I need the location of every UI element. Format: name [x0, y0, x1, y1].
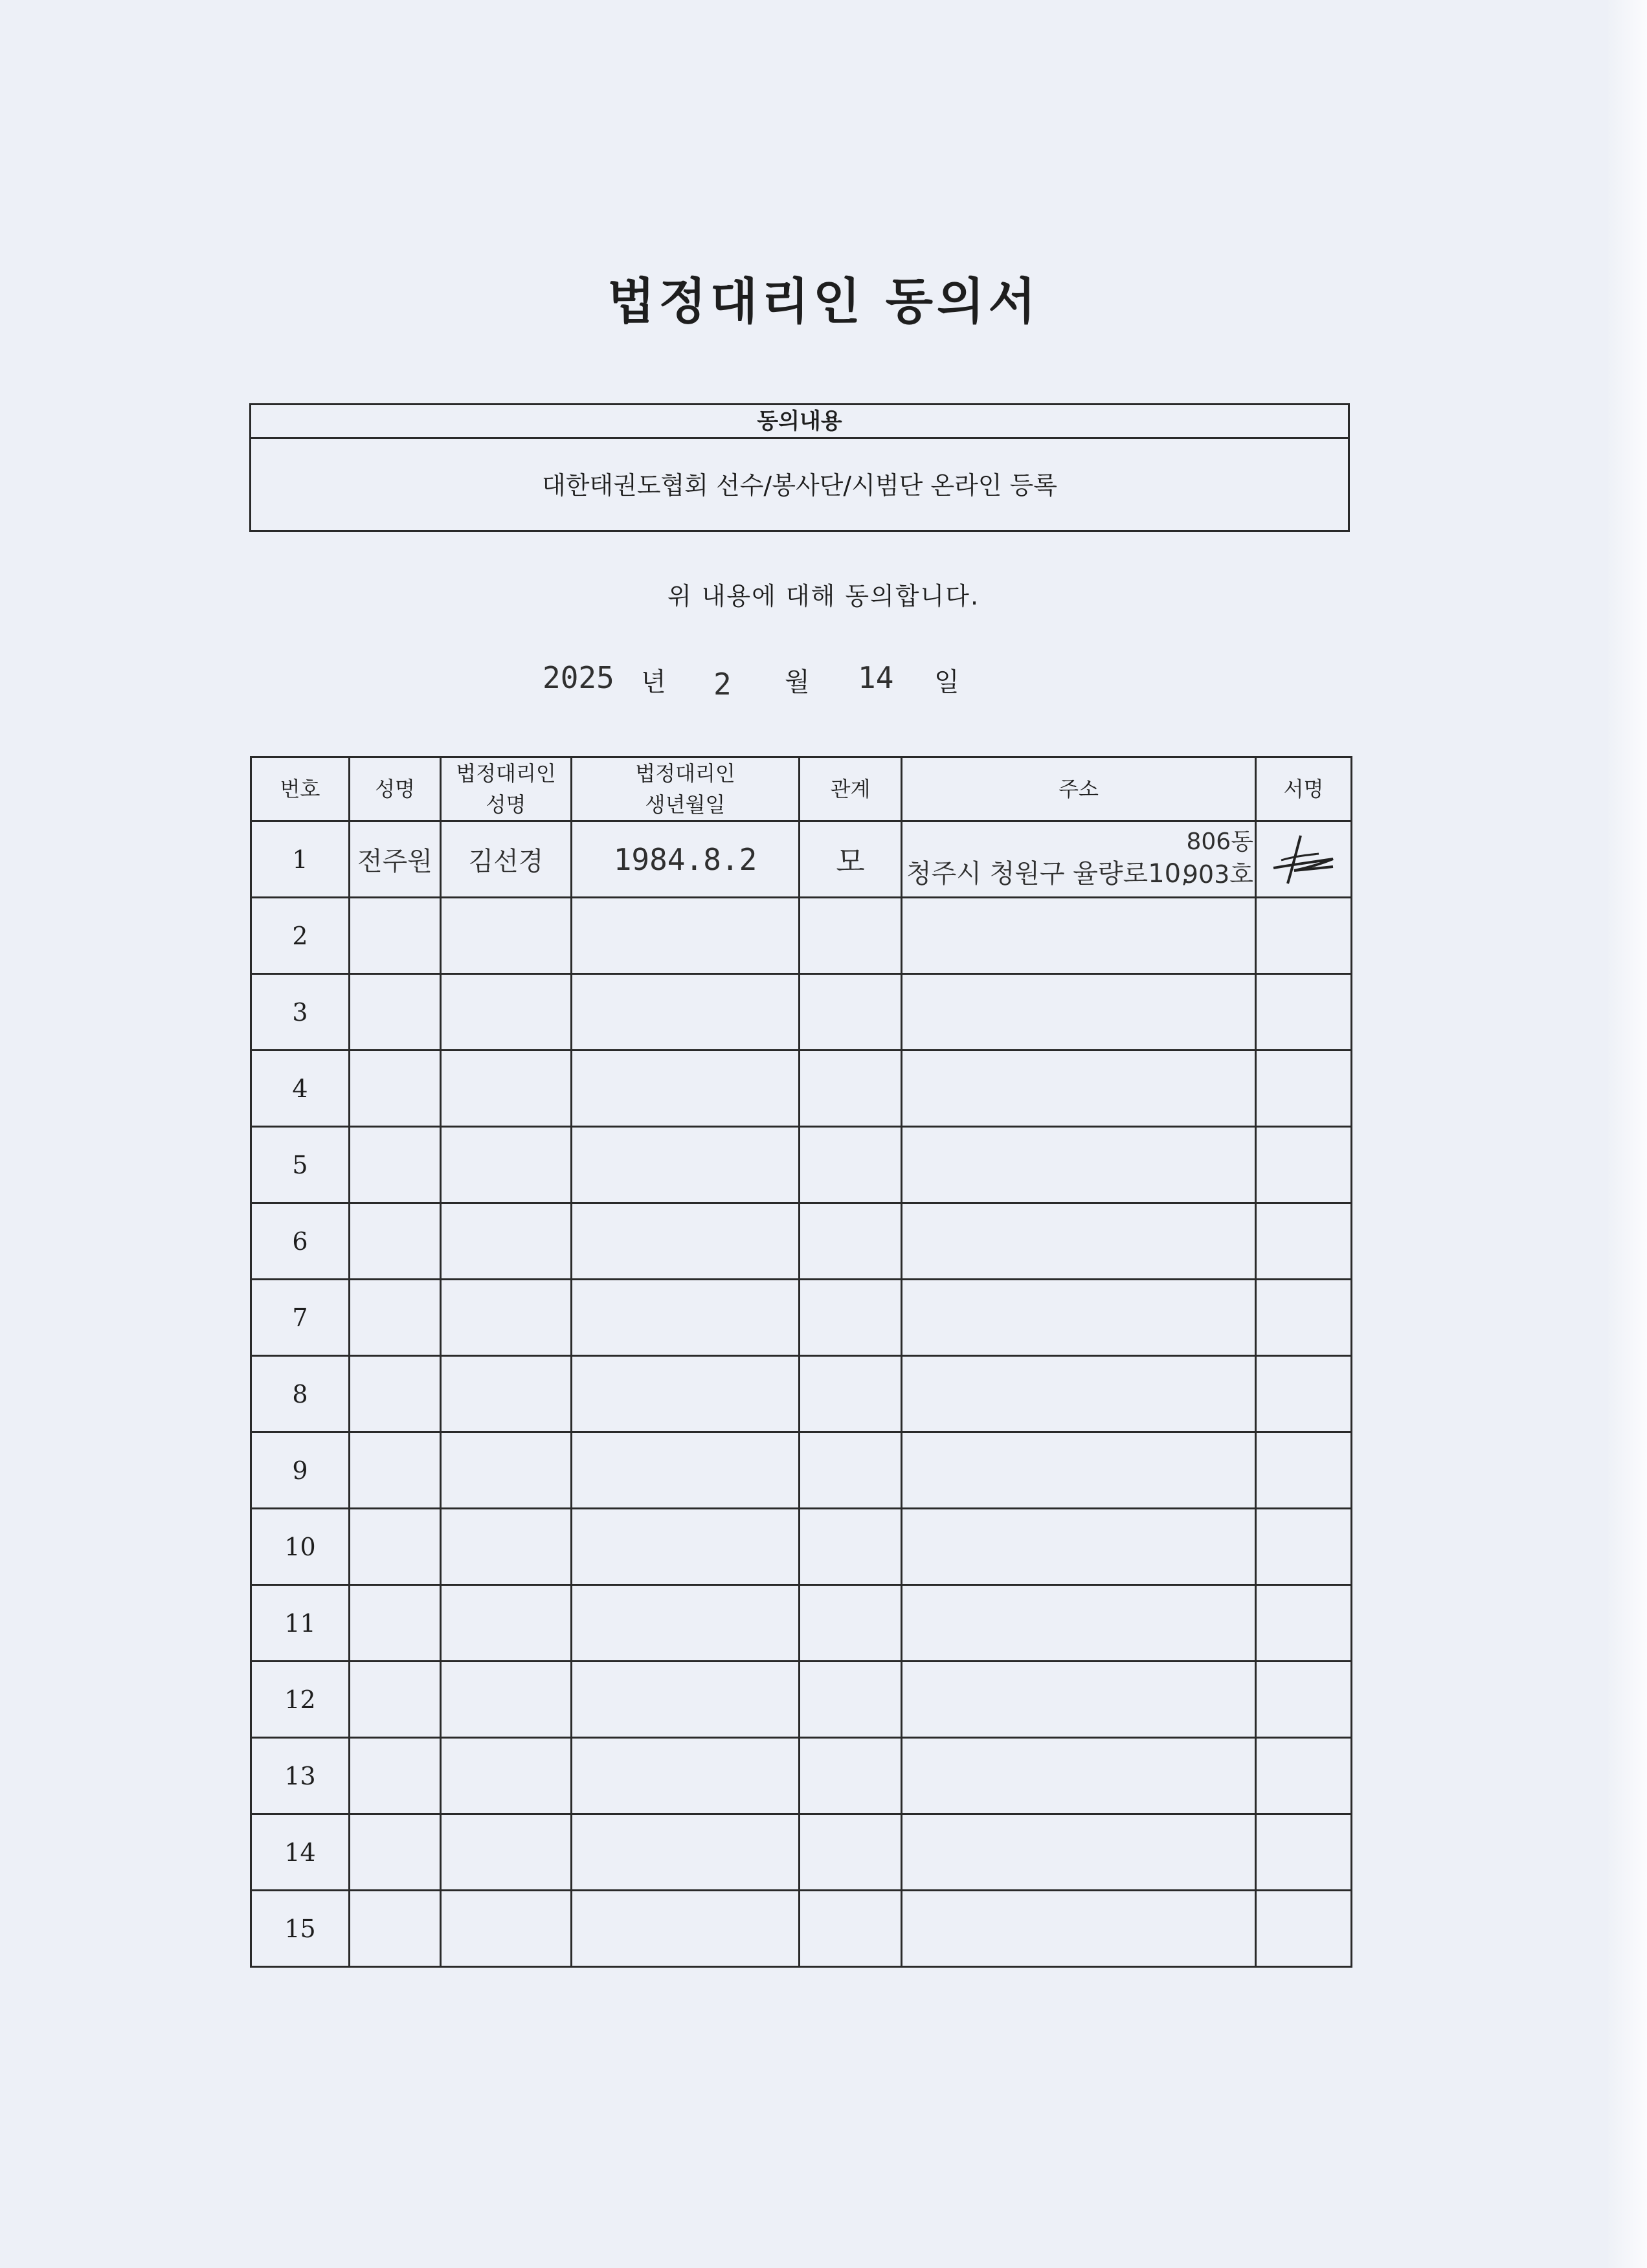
cell-address — [902, 1203, 1256, 1280]
cell-signature — [1256, 1356, 1352, 1432]
table-row — [251, 821, 1352, 898]
cell-relation — [800, 1509, 902, 1585]
cell-name — [350, 898, 441, 974]
cell-name — [350, 1356, 441, 1432]
cell-relation — [800, 1662, 902, 1738]
cell-signature — [1256, 1127, 1352, 1203]
cell-signature — [1256, 1662, 1352, 1738]
header-guardian-birth — [572, 757, 800, 821]
table-row — [251, 1814, 1352, 1891]
address-ho: 903호 — [1182, 860, 1253, 889]
row-number: 5 — [251, 1127, 350, 1203]
cell-address — [902, 1280, 1256, 1356]
cell-guardian-birth — [572, 1203, 800, 1280]
cell-address — [902, 1356, 1256, 1432]
cell-guardian-birth — [572, 1814, 800, 1891]
cell-name — [350, 1051, 441, 1127]
cell-guardian-name — [441, 974, 572, 1051]
cell-guardian-name — [441, 1203, 572, 1280]
table-header-row — [251, 757, 1352, 821]
address-dong: 806동 — [1186, 828, 1253, 855]
cell-signature — [1256, 1585, 1352, 1662]
table-row — [251, 898, 1352, 974]
consent-header: 동의내용 — [251, 405, 1348, 439]
cell-relation — [800, 1891, 902, 1967]
cell-guardian-name — [441, 1814, 572, 1891]
table-row — [251, 1280, 1352, 1356]
header-address: 주소 — [902, 757, 1256, 821]
header-guardian-name-line2: 성명 — [486, 792, 526, 817]
cell-guardian-birth — [572, 1585, 800, 1662]
cell-signature — [1256, 1432, 1352, 1509]
cell-name — [350, 1662, 441, 1738]
cell-relation — [800, 1280, 902, 1356]
cell-guardian-name — [441, 1585, 572, 1662]
cell-address — [902, 1432, 1256, 1509]
cell-guardian-name — [441, 1662, 572, 1738]
header-number: 번호 — [251, 757, 350, 821]
cell-relation — [800, 1814, 902, 1891]
cell-guardian-birth — [572, 1738, 800, 1814]
row-number: 15 — [251, 1891, 350, 1967]
cell-guardian-name — [441, 1051, 572, 1127]
address-main: 청주시 청원구 율량로10, — [906, 859, 1189, 889]
cell-guardian-birth: 1984.8.2 — [572, 821, 800, 898]
page-edge — [1608, 0, 1647, 2268]
cell-name — [350, 1814, 441, 1891]
cell-name — [350, 974, 441, 1051]
date-month: 2 — [713, 667, 732, 702]
cell-address — [902, 1814, 1256, 1891]
cell-signature — [1256, 1891, 1352, 1967]
cell-signature — [1256, 1509, 1352, 1585]
cell-name — [350, 1585, 441, 1662]
cell-name — [350, 1203, 441, 1280]
cell-name — [350, 1127, 441, 1203]
cell-guardian-birth — [572, 1662, 800, 1738]
row-number: 3 — [251, 974, 350, 1051]
cell-signature — [1256, 1051, 1352, 1127]
cell-guardian-name — [441, 1891, 572, 1967]
cell-address — [902, 1585, 1256, 1662]
cell-address — [902, 974, 1256, 1051]
header-guardian-birth-line2: 생년월일 — [645, 792, 726, 817]
document-title: 법정대리인 동의서 — [607, 272, 1040, 330]
table-row — [251, 1051, 1352, 1127]
header-guardian-name — [441, 757, 572, 821]
cell-guardian-birth — [572, 1432, 800, 1509]
cell-relation: 모 — [800, 821, 902, 898]
row-number: 1 — [251, 821, 350, 898]
consent-content: 대한태권도협회 선수/봉사단/시범단 온라인 등록 — [541, 471, 1057, 500]
cell-guardian-birth — [572, 1509, 800, 1585]
cell-address — [902, 1891, 1256, 1967]
row-number: 4 — [251, 1051, 350, 1127]
table-row — [251, 1891, 1352, 1967]
date-year-unit: 년 — [641, 667, 666, 697]
header-relation: 관계 — [800, 757, 902, 821]
cell-guardian-birth — [572, 974, 800, 1051]
cell-guardian-birth — [572, 1051, 800, 1127]
cell-guardian-name: 김선경 — [441, 821, 572, 898]
cell-signature — [1256, 821, 1352, 898]
date-day: 14 — [858, 660, 894, 695]
cell-name — [350, 1432, 441, 1509]
cell-address — [902, 1051, 1256, 1127]
date-year: 2025 — [543, 660, 614, 695]
cell-signature — [1256, 1738, 1352, 1814]
table-row — [251, 974, 1352, 1051]
consent-box — [249, 403, 1350, 532]
header-name: 성명 — [350, 757, 441, 821]
cell-guardian-name — [441, 1280, 572, 1356]
row-number: 13 — [251, 1738, 350, 1814]
cell-signature — [1256, 898, 1352, 974]
table-row — [251, 1509, 1352, 1585]
cell-signature — [1256, 1280, 1352, 1356]
cell-guardian-name — [441, 1356, 572, 1432]
cell-relation — [800, 1432, 902, 1509]
row-number: 12 — [251, 1662, 350, 1738]
row-number: 9 — [251, 1432, 350, 1509]
cell-relation — [800, 1051, 902, 1127]
cell-relation — [800, 1738, 902, 1814]
table-row — [251, 1127, 1352, 1203]
cell-guardian-birth — [572, 1280, 800, 1356]
date-month-unit: 월 — [785, 667, 810, 697]
cell-address — [902, 1127, 1256, 1203]
cell-guardian-birth — [572, 1891, 800, 1967]
cell-guardian-birth — [572, 898, 800, 974]
cell-relation — [800, 974, 902, 1051]
cell-guardian-birth — [572, 1127, 800, 1203]
date-day-unit: 일 — [934, 667, 959, 697]
row-number: 11 — [251, 1585, 350, 1662]
guardian-table — [250, 756, 1352, 1968]
row-number: 10 — [251, 1509, 350, 1585]
row-number: 8 — [251, 1356, 350, 1432]
cell-guardian-name — [441, 1127, 572, 1203]
cell-name: 전주원 — [350, 821, 441, 898]
cell-address — [902, 1509, 1256, 1585]
table-row — [251, 1432, 1352, 1509]
cell-guardian-name — [441, 1738, 572, 1814]
row-number: 14 — [251, 1814, 350, 1891]
cell-signature — [1256, 1203, 1352, 1280]
table-row — [251, 1738, 1352, 1814]
cell-guardian-name — [441, 1509, 572, 1585]
cell-relation — [800, 1585, 902, 1662]
cell-name — [350, 1509, 441, 1585]
table-row — [251, 1662, 1352, 1738]
row-number: 2 — [251, 898, 350, 974]
cell-relation — [800, 1203, 902, 1280]
cell-name — [350, 1738, 441, 1814]
cell-relation — [800, 1356, 902, 1432]
row-number: 7 — [251, 1280, 350, 1356]
header-guardian-name-line1: 법정대리인 — [456, 761, 556, 786]
cell-address — [902, 821, 1256, 898]
cell-signature — [1256, 1814, 1352, 1891]
agreement-statement: 위 내용에 대해 동의합니다. — [667, 582, 980, 610]
row-number: 6 — [251, 1203, 350, 1280]
cell-relation — [800, 898, 902, 974]
cell-name — [350, 1280, 441, 1356]
date-line — [0, 647, 1647, 706]
cell-guardian-name — [441, 1432, 572, 1509]
cell-guardian-birth — [572, 1356, 800, 1432]
table-row — [251, 1356, 1352, 1432]
table-row — [251, 1203, 1352, 1280]
cell-signature — [1256, 974, 1352, 1051]
cell-address — [902, 1662, 1256, 1738]
header-signature: 서명 — [1256, 757, 1352, 821]
cell-address — [902, 1738, 1256, 1814]
cell-guardian-name — [441, 898, 572, 974]
cell-address — [902, 898, 1256, 974]
signature-mark — [1268, 830, 1339, 889]
header-guardian-birth-line1: 법정대리인 — [635, 761, 735, 786]
cell-name — [350, 1891, 441, 1967]
table-row — [251, 1585, 1352, 1662]
cell-relation — [800, 1127, 902, 1203]
